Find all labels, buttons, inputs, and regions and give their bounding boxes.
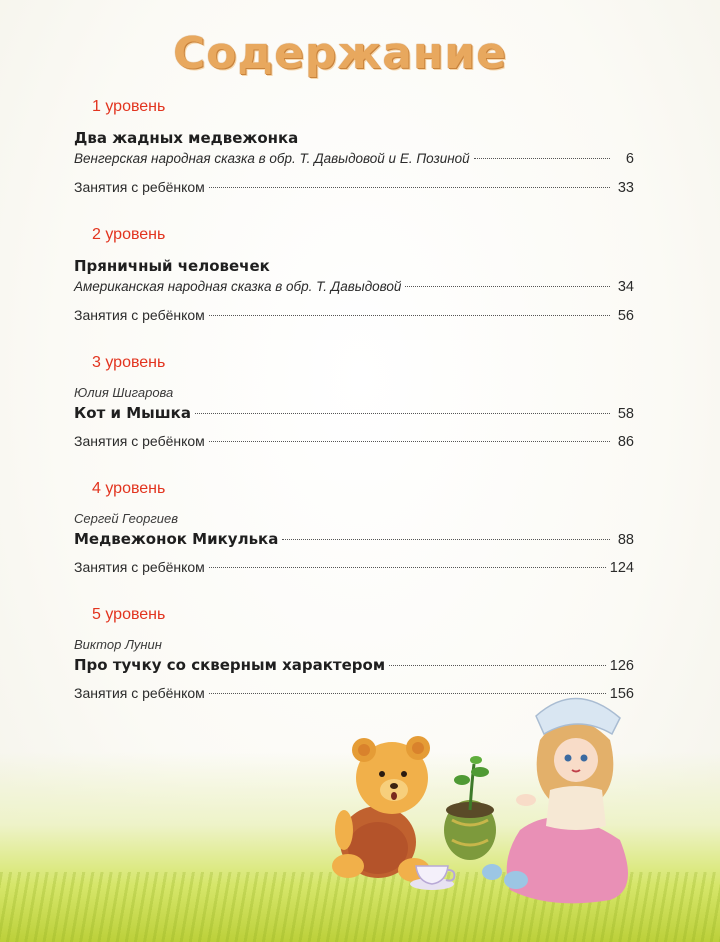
activity-text: Занятия с ребёнком [74, 559, 205, 575]
page-number: 88 [617, 532, 634, 548]
sprout-pot-icon [444, 756, 496, 860]
toc-entry-4-activity[interactable] [74, 556, 634, 578]
toys-illustration [330, 680, 650, 910]
toc-entry-1-activity[interactable] [74, 176, 634, 198]
activity-text: Занятия с ребёнком [74, 433, 205, 449]
leader-dots [282, 539, 610, 540]
leader-dots [389, 665, 606, 666]
activity-text: Занятия с ребёнком [74, 685, 205, 701]
page-title: Содержание [173, 28, 507, 79]
toc-entry-1-source[interactable] [74, 148, 634, 170]
leader-dots [195, 413, 610, 414]
table-of-contents [74, 96, 634, 704]
story-author-5: Виктор Лунин [74, 637, 162, 652]
toc-entry-2-source[interactable] [74, 276, 634, 298]
source-text: Американская народная сказка в обр. Т. Давыдовой [74, 279, 402, 294]
page-number: 126 [609, 658, 634, 674]
page-number: 56 [617, 308, 634, 324]
page-number: 124 [609, 560, 634, 576]
level-heading-5: 5 уровень [92, 606, 166, 623]
leader-dots [209, 187, 610, 188]
activity-text: Занятия с ребёнком [74, 179, 205, 195]
leader-dots [209, 567, 606, 568]
toc-entry-3-title[interactable] [74, 402, 634, 424]
page-number: 86 [617, 434, 634, 450]
toc-entry-2-activity[interactable] [74, 304, 634, 326]
teddy-bear-icon [332, 736, 430, 882]
story-author-3: Юлия Шигарова [74, 385, 174, 400]
level-heading-2: 2 уровень [92, 226, 166, 243]
story-title-4: Медвежонок Микулька [74, 530, 279, 548]
page-number: 156 [609, 686, 634, 702]
level-heading-3: 3 уровень [92, 354, 166, 371]
leader-dots [209, 315, 610, 316]
story-title-5: Про тучку со скверным характером [74, 656, 386, 674]
source-text: Венгерская народная сказка в обр. Т. Давыдовой и Е. Позиной [74, 151, 470, 166]
leader-dots [405, 286, 610, 287]
story-title-1: Два жадных медвежонка [74, 129, 299, 147]
level-heading-1: 1 уровень [92, 98, 166, 115]
page-number: 33 [617, 180, 634, 196]
toc-entry-5-title[interactable] [74, 654, 634, 676]
page-number: 6 [625, 151, 634, 167]
story-title-2: Пряничный человечек [74, 257, 270, 275]
leader-dots [474, 158, 610, 159]
toc-entry-4-title[interactable] [74, 528, 634, 550]
story-author-4: Сергей Георгиев [74, 511, 179, 526]
activity-text: Занятия с ребёнком [74, 307, 205, 323]
toc-entry-3-activity[interactable] [74, 430, 634, 452]
page-number: 58 [617, 406, 634, 422]
doll-icon [482, 698, 628, 903]
level-heading-4: 4 уровень [92, 480, 166, 497]
page-number: 34 [617, 279, 634, 295]
story-title-3: Кот и Мышка [74, 404, 191, 422]
leader-dots [209, 441, 610, 442]
